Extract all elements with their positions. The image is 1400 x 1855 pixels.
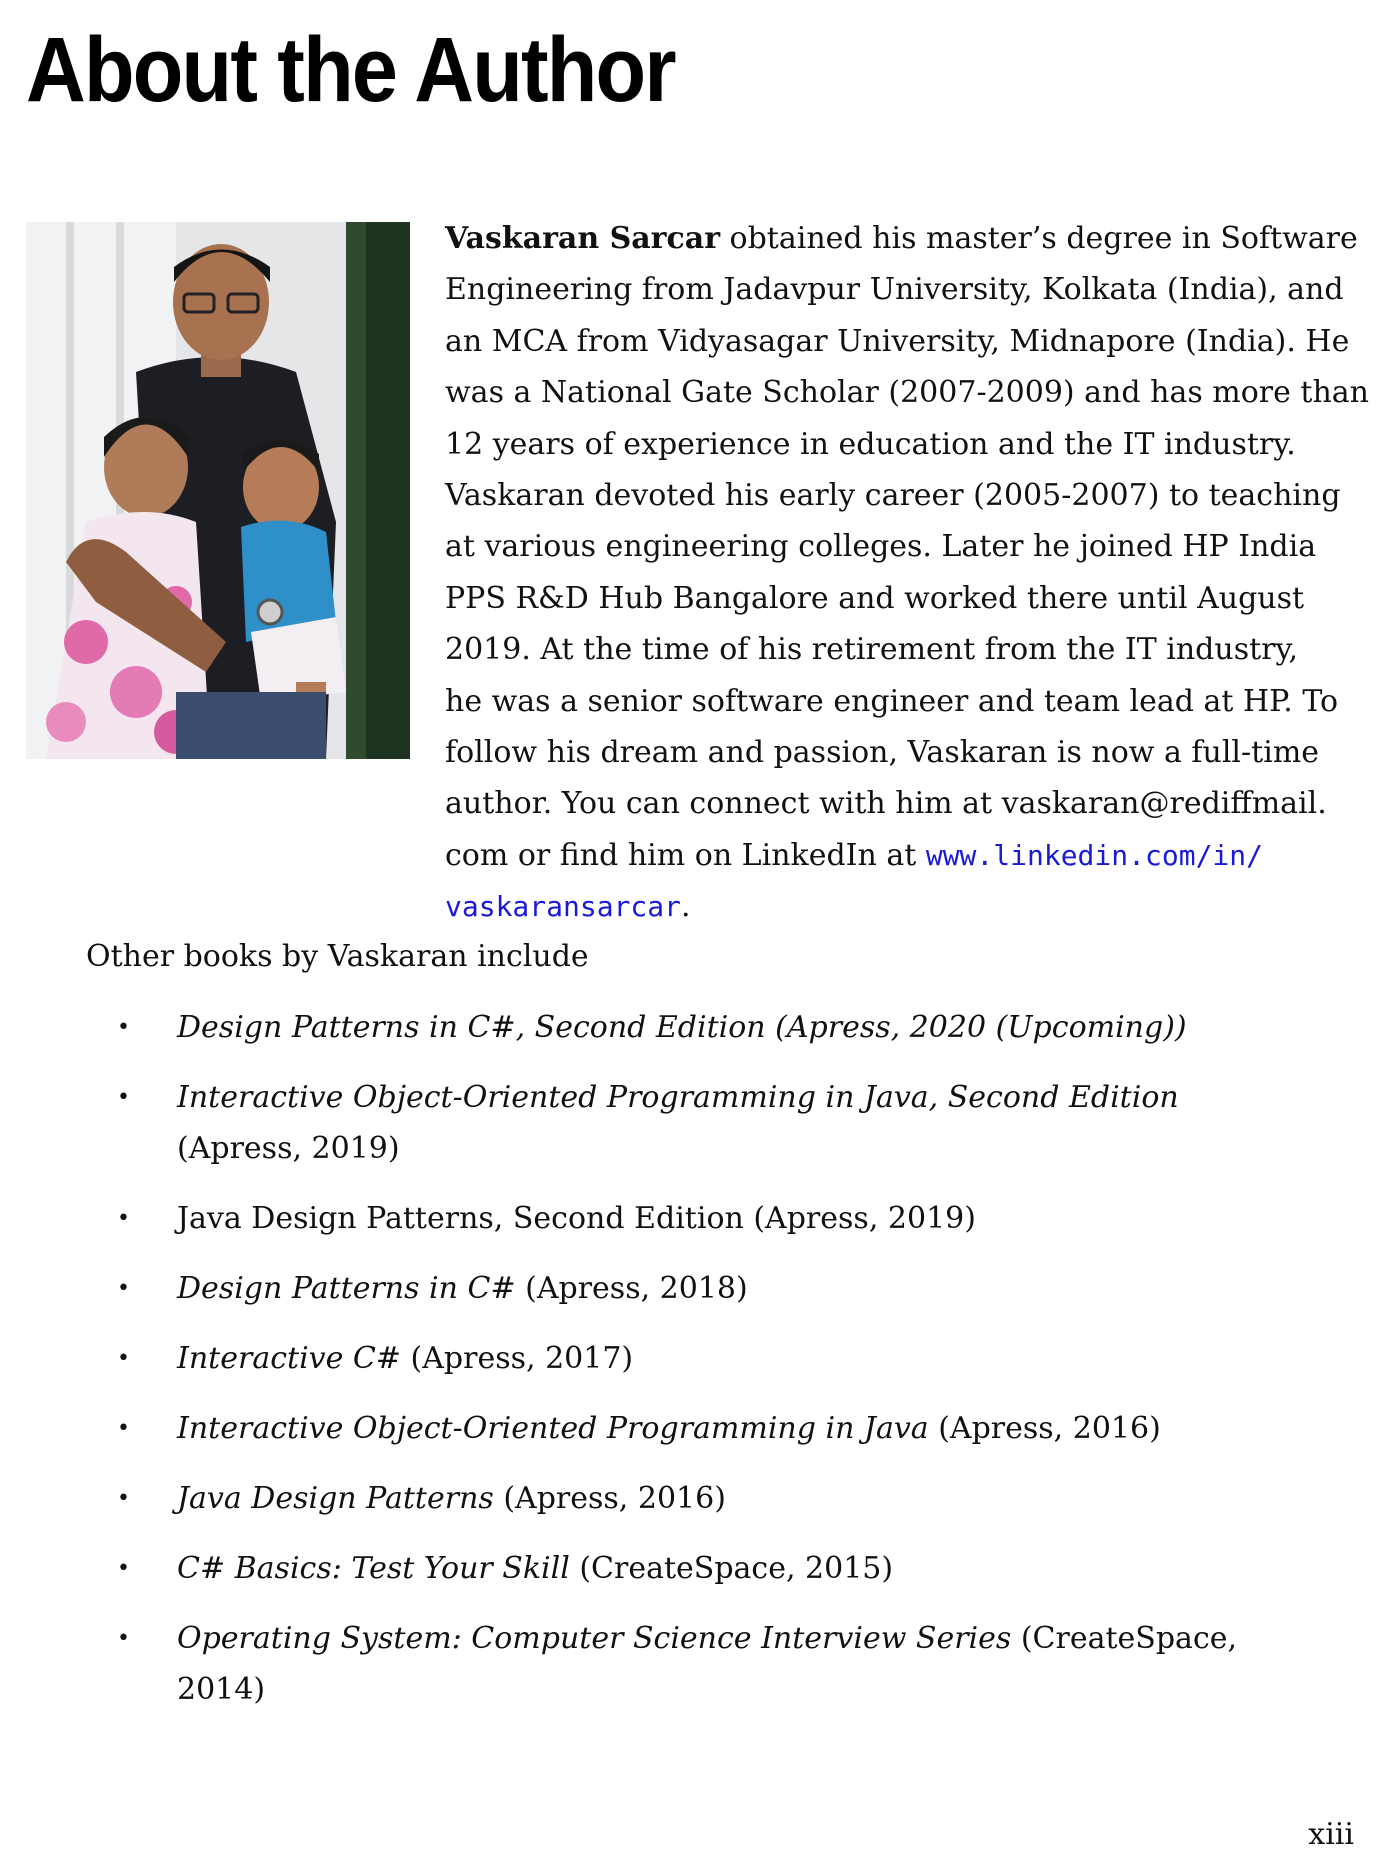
bullet-icon: • — [117, 1556, 130, 1581]
list-item: • Java Design Patterns (Apress, 2016) — [177, 1473, 1357, 1524]
author-bio — [445, 213, 1390, 933]
bullet-icon: • — [117, 1416, 130, 1441]
books-intro: Other books by Vaskaran include — [86, 939, 589, 974]
book-title: Interactive Object-Oriented Programming in Java — [177, 1411, 929, 1446]
page-title: About the Author — [26, 19, 675, 121]
bio-line: Vaskaran devoted his early career (2005-2007) to teaching — [445, 478, 1341, 514]
bullet-icon: • — [117, 1206, 130, 1231]
list-item — [117, 1002, 1357, 1053]
author-photo-image — [26, 222, 410, 759]
bio-line: was a National Gate Scholar (2007-2009) and has more than — [445, 375, 1369, 411]
bullet-icon: • — [117, 1486, 130, 1511]
bio-line: Vaskaran Sarcar obtained his master’s degree in Software — [445, 221, 1358, 256]
bio-line: vaskaransarcar. — [445, 889, 691, 925]
list-item: • Design Patterns in C# (Apress, 2018) — [177, 1263, 1357, 1314]
author-name: Vaskaran Sarcar — [445, 221, 720, 256]
bio-line: he was a senior software engineer and team lead at HP. To — [445, 683, 1339, 719]
bio-line: Engineering from Jadavpur University, Kolkata (India), and — [445, 272, 1344, 308]
book-details: (Apress, 2019) — [177, 1131, 400, 1166]
book-title: Java Design Patterns — [177, 1481, 494, 1516]
book-title: Interactive Object-Oriented Programming in Java, Second Edition — [177, 1080, 1179, 1115]
book-title: Interactive C# — [177, 1341, 401, 1376]
page-number: xiii — [1308, 1817, 1354, 1852]
book-title: Operating System: Computer Science Interview Series — [177, 1621, 1012, 1656]
bio-line: PPS R&D Hub Bangalore and worked there until August — [445, 580, 1305, 616]
list-item: • Operating System: Computer Science Interview Series (CreateSpace, 2014) — [177, 1613, 1357, 1715]
linkedin-link[interactable]: www.linkedin.com/in/ — [925, 838, 1263, 872]
list-item: • Java Design Patterns, Second Edition (Apress, 2019) — [177, 1193, 1357, 1244]
bio-line: com or find him on LinkedIn at www.linkedin.com/in/ — [445, 837, 1263, 873]
linkedin-link-continued[interactable]: vaskaransarcar — [445, 890, 682, 924]
bio-line: 12 years of experience in education and the IT industry. — [445, 426, 1296, 462]
book-title: Design Patterns in C#, Second Edition (Apress, 2020 (Upcoming)) — [177, 1010, 1187, 1045]
bio-line: an MCA from Vidyasagar University, Midnapore (India). He — [445, 323, 1350, 359]
list-item: • Interactive C# (Apress, 2017) — [177, 1333, 1357, 1384]
bullet-icon: • — [117, 1015, 130, 1040]
book-details: 2014) — [177, 1672, 266, 1707]
book-title: C# Basics: Test Your Skill — [177, 1551, 570, 1586]
list-item: • Interactive Object-Oriented Programming in Java (Apress, 2016) — [177, 1403, 1357, 1454]
bio-line: author. You can connect with him at vaskaran@rediffmail. — [445, 786, 1327, 822]
bio-line: follow his dream and passion, Vaskaran is now a full-time — [445, 735, 1320, 771]
list-item — [117, 1072, 1357, 1174]
list-item: • C# Basics: Test Your Skill (CreateSpace, 2015) — [177, 1543, 1357, 1594]
bio-line: 2019. At the time of his retirement from the IT industry, — [445, 632, 1298, 668]
bullet-icon: • — [117, 1085, 130, 1110]
book-title: Design Patterns in C# — [177, 1271, 516, 1306]
author-photo — [26, 222, 410, 759]
bullet-icon: • — [117, 1276, 130, 1301]
bullet-icon: • — [117, 1346, 130, 1371]
bullet-icon: • — [117, 1626, 130, 1651]
bio-line: at various engineering colleges. Later he joined HP India — [445, 529, 1317, 565]
